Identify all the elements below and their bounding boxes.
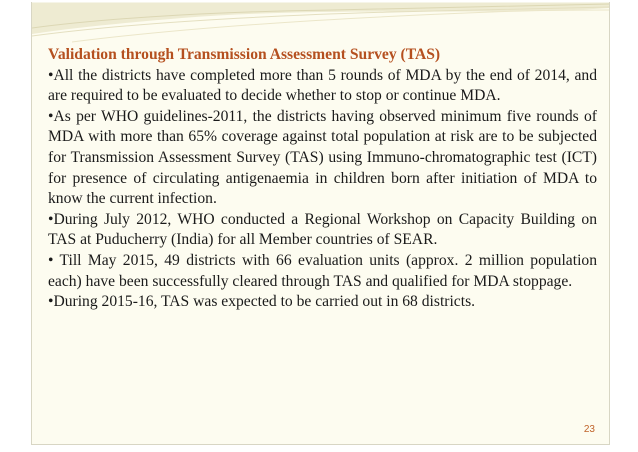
bullet-item: •During 2015-16, TAS was expected to be carried out in 68 districts. <box>48 293 476 311</box>
bullet-item: • Till May 2015, 49 districts with 66 evaluation units (approx. 2 million population each) have been successfully cleared through TAS and qualified for MDA stoppage. <box>48 251 597 290</box>
bullet-item: •During July 2012, WHO conducted a Regional Workshop on Capacity Building on TAS at Puducherry (India) for all Member countries of SEAR. <box>48 210 597 249</box>
page-number: 23 <box>583 424 595 435</box>
bullet-item: •All the districts have completed more than 5 rounds of MDA by the end of 2014, and are required to be evaluated to decide whether to stop or continue MDA. <box>48 66 597 105</box>
bullet-item: •As per WHO guidelines-2011, the districts having observed minimum five rounds of MDA with more than 65% coverage against total population at risk are to be subjected for Transmission Assessment Survey (TAS) using Immuno-chromatographic test (ICT) for presence of circulating antigenaemia in children born after initiation of MDA to know the current infection. <box>48 107 597 208</box>
slide-title: Validation through Transmission Assessment Survey (TAS) <box>48 46 441 63</box>
slide-content <box>48 45 597 313</box>
slide <box>31 2 610 445</box>
header-swoosh-decoration <box>32 2 609 50</box>
